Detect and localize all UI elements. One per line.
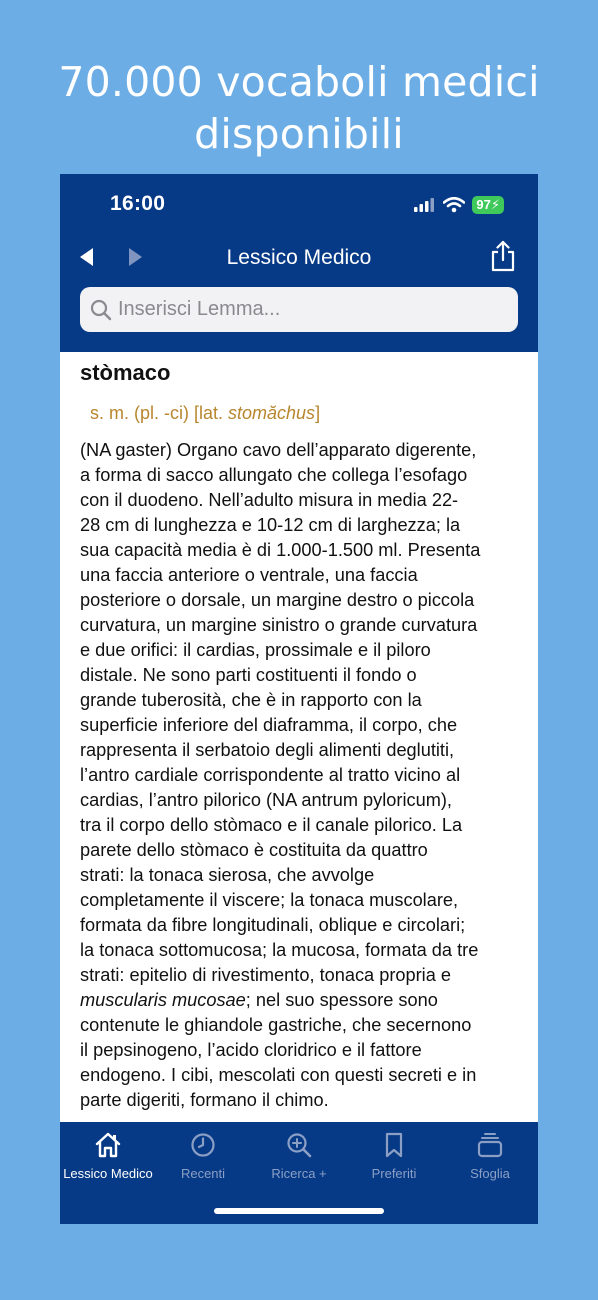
home-indicator[interactable] <box>214 1208 384 1214</box>
grammar-info <box>90 403 520 424</box>
bookmark-icon <box>383 1132 405 1158</box>
top-bar <box>60 174 538 352</box>
search-icon <box>90 299 112 321</box>
tab-label: Preferiti <box>371 1166 417 1181</box>
zoom-plus-icon <box>286 1132 312 1158</box>
search-input[interactable]: Inserisci Lemma... <box>118 298 281 320</box>
grammar-prefix: s. m. (pl. -ci) [lat. <box>90 403 229 423</box>
definition-part-1: (NA gaster) Organo cavo dell’apparato digerente, a forma di sacco allungato che collega l’esofago con il duodeno. Nell’adulto misura in media 22- 28 cm di lunghezza e 10-12 cm di larghezza; la sua capacità media è di 1.000-1.500 ml. Presenta una faccia anteriore o ventrale, una faccia posteriore o dorsale, un margine destro o piccola curvatura, un margine sinistro o grande curvatura e due orifici: il cardias, prossimale e il piloro distale. Ne sono parti costituenti il fondo o grande tuberosità, che è in rapporto con la superficie inferiore del diaframma, il corpo, che rappresenta il serbatoio degli alimenti deglutiti, l’antro cardiale corrispondente al tratto vicino al cardias, l’antro pilorico (NA antrum pyloricum), tra il corpo dello stòmaco e il canale pilorico. La parete dello stòmaco è costituita da quattro strati: la tonaca sierosa, che avvolge completamente il viscere; la tonaca muscolare, formata da fibre longitudinali, oblique e circolari; la tonaca sottomucosa; la mucosa, formata da tre strati: epitelio di rivestimento, tonaca propria e <box>80 440 481 985</box>
definition-part-2: ; nel suo spessore sono contenute le ghiandole gastriche, che secernono il pepsinogeno, l’acido cloridrico e il fattore endogeno. I cibi, mescolati con questi secreti e in parte digeriti, formano il chimo. <box>80 990 477 1110</box>
promo-headline <box>0 56 598 160</box>
nav-title: Lessico Medico <box>226 246 372 269</box>
wifi-icon <box>443 197 465 213</box>
tab-label: Recenti <box>180 1166 226 1181</box>
grammar-latin: stomăchus <box>228 403 316 423</box>
tab-label: Ricerca + <box>271 1166 327 1181</box>
clock-icon <box>190 1132 216 1158</box>
definition-italic: muscularis mucosae <box>80 990 246 1010</box>
status-icons <box>414 194 504 216</box>
definition-text <box>80 438 520 1113</box>
tab-ricerca-plus[interactable] <box>251 1132 347 1181</box>
signal-icon <box>414 198 436 212</box>
tab-label: Lessico Medico <box>63 1166 153 1181</box>
headline-line-2: disponibili <box>194 110 404 158</box>
tab-bar <box>60 1122 538 1224</box>
battery-level: 97 <box>476 197 491 212</box>
tab-recenti[interactable] <box>155 1132 251 1181</box>
lemma-title: stòmaco <box>80 360 171 385</box>
battery-indicator: 97⚡ <box>472 196 504 214</box>
search-bar[interactable] <box>80 287 518 332</box>
tab-lessico-medico[interactable] <box>60 1132 156 1181</box>
phone-screen <box>60 174 538 1224</box>
status-time: 16:00 <box>110 192 166 215</box>
tab-label: Sfoglia <box>470 1166 510 1181</box>
stack-icon <box>477 1132 503 1158</box>
entry-content <box>80 360 520 1113</box>
tab-sfoglia[interactable] <box>442 1132 538 1181</box>
tab-preferiti[interactable] <box>346 1132 442 1181</box>
headline-line-1: 70.000 vocaboli medici <box>58 58 540 106</box>
share-icon[interactable] <box>490 240 516 272</box>
grammar-suffix: ] <box>315 403 321 423</box>
home-icon <box>94 1132 122 1158</box>
